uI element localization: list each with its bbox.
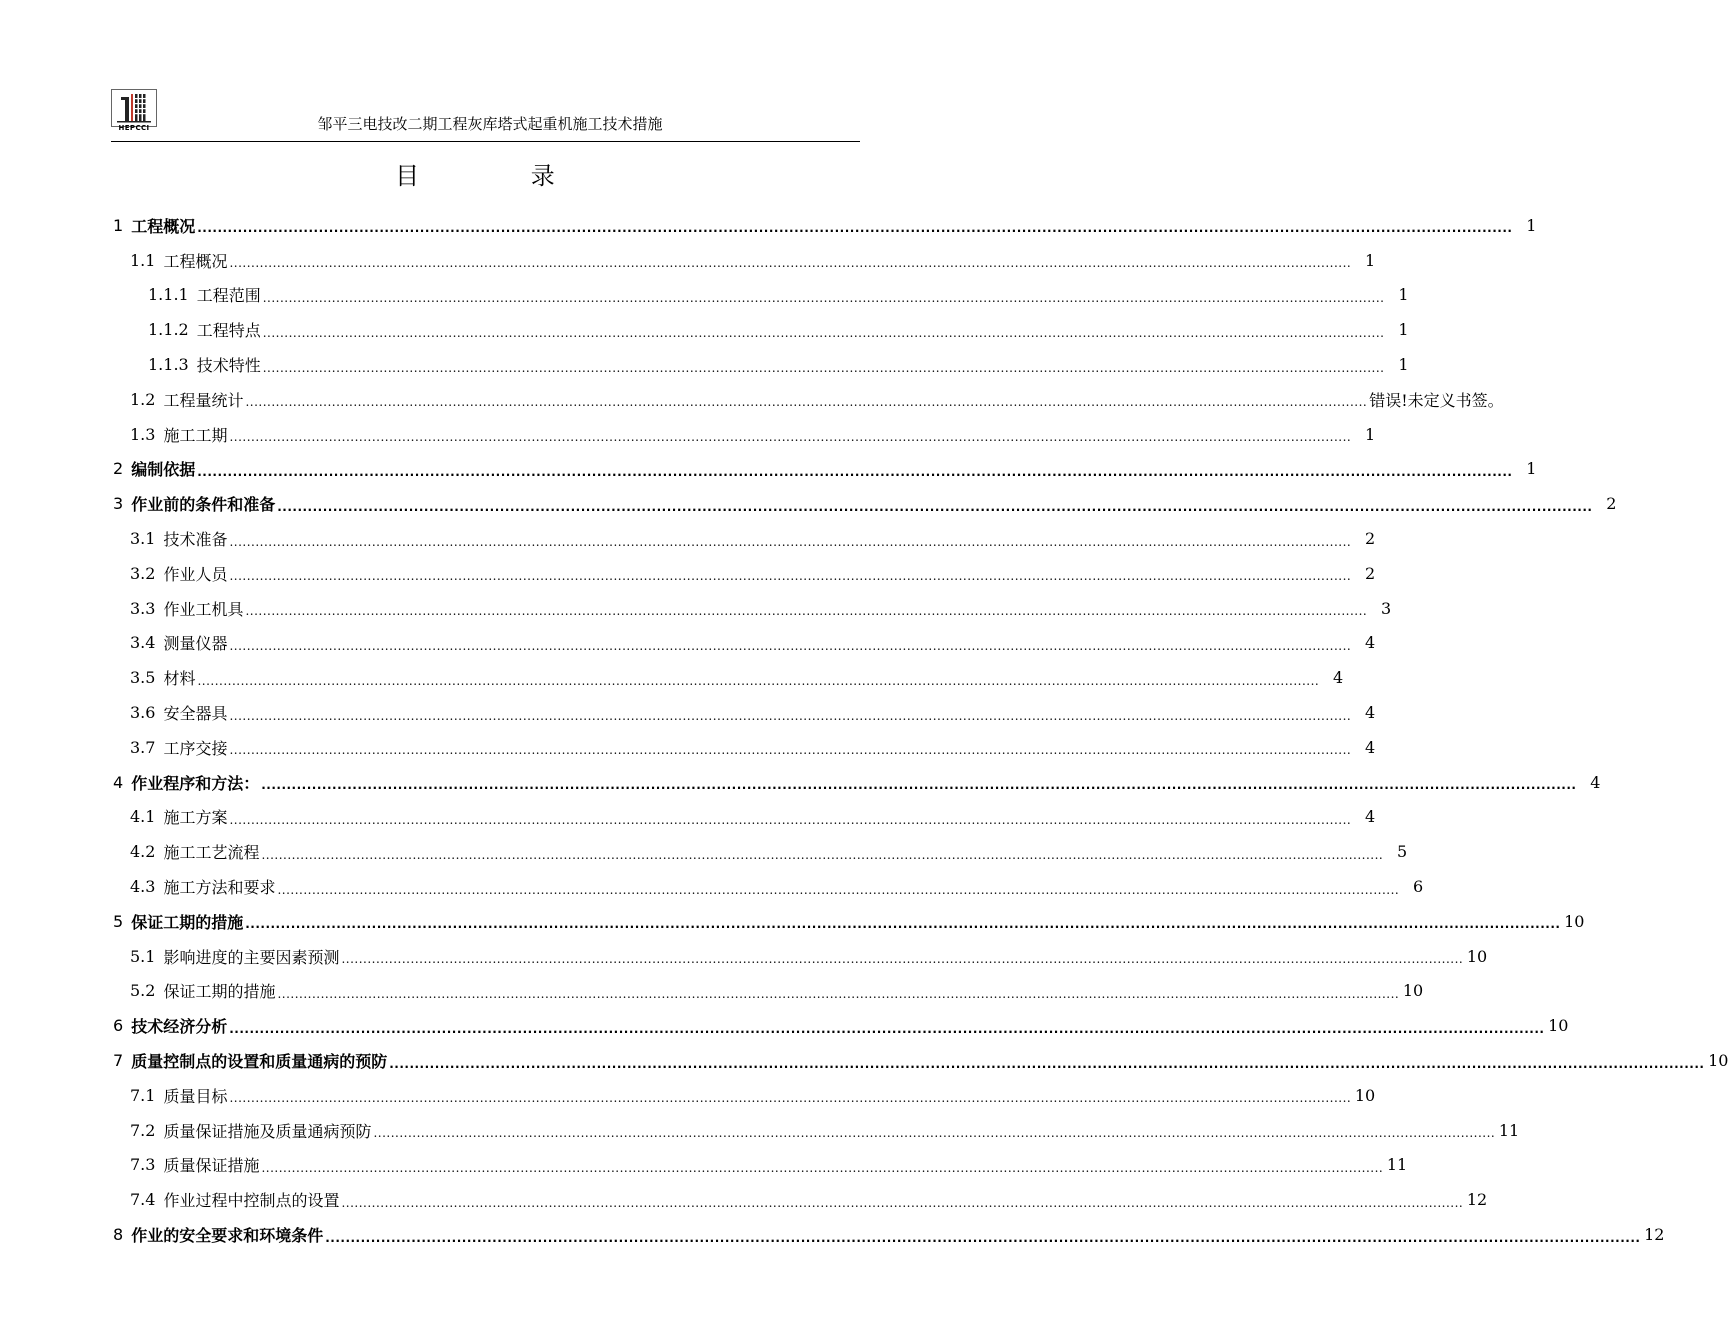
toc-dot-leader: .................................................................................................................................................................................................................................................................... [229,708,1352,723]
toc-entry-number: 1.1.2 [148,320,189,340]
toc-entry-number: 4.1 [130,807,156,827]
toc-dot-leader: .................................................................................................................................................................................................................................................................... [262,360,1385,375]
toc-entry[interactable] [148,278,1409,313]
toc-dot-leader: .................................................................................................................................................................................................................................................................... [245,917,1561,932]
toc-entry[interactable] [130,1182,1488,1217]
toc-entry-label: 保证工期的措施 [163,982,276,1002]
toc-entry-page: 2 [1606,494,1617,514]
toc-entry-label: 材料 [163,669,196,689]
toc-entry[interactable] [130,869,1424,904]
toc-entry-page: 10 [1548,1016,1569,1036]
toc-dot-leader: .................................................................................................................................................................................................................................................................... [197,673,1320,688]
toc-entry[interactable] [130,660,1344,695]
toc-dot-leader: .................................................................................................................................................................................................................................................................... [277,499,1593,514]
toc-entry-page: 4 [1365,737,1376,757]
toc-entry-number: 1.1.1 [148,285,189,305]
toc-entry-number: 7.2 [130,1120,156,1140]
toc-dot-leader: .................................................................................................................................................................................................................................................................... [261,847,1384,862]
toc-dot-leader: .................................................................................................................................................................................................................................................................... [229,569,1352,584]
toc-entry-page: 10 [1402,981,1424,1001]
toc-entry[interactable] [130,417,1376,452]
toc-entry-page: 10 [1564,911,1585,931]
toc-entry-label: 作业过程中控制点的设置 [163,1191,340,1211]
toc-entry-number: 1 [113,215,124,235]
toc-entry-page: 1 [1526,215,1537,235]
toc-entry[interactable] [130,382,1504,417]
toc-entry-page: 2 [1365,529,1376,549]
toc-entry-page: 12 [1466,1190,1488,1210]
toc-entry-label: 施工方案 [163,808,228,828]
toc-dot-leader: .................................................................................................................................................................................................................................................................... [261,778,1577,793]
toc-entry-label: 施工工艺流程 [163,843,260,863]
toc-entry-page: 4 [1365,703,1376,723]
toc-dot-leader: .................................................................................................................................................................................................................................................................... [245,395,1368,410]
toc-entry-page: 3 [1381,598,1392,618]
toc-entry[interactable] [113,1008,1569,1043]
toc-entry[interactable] [130,591,1392,626]
toc-dot-leader: .................................................................................................................................................................................................................................................................... [341,952,1464,967]
toc-entry-label: 工程范围 [196,286,261,306]
toc-entry-page: 4 [1590,772,1601,792]
toc-entry[interactable] [130,695,1376,730]
toc-dot-leader: .................................................................................................................................................................................................................................................................... [262,325,1385,340]
toc-entry-page: 1 [1526,459,1537,479]
toc-entry-number: 4 [113,772,124,792]
toc-entry-page: 5 [1397,842,1408,862]
logo-text: HEPCCI [118,124,150,132]
toc-entry-page: 4 [1365,633,1376,653]
toc-entry-page: 11 [1498,1120,1520,1140]
toc-entry-label: 编制依据 [131,460,196,480]
toc-entry-label: 质量控制点的设置和质量通病的预防 [131,1052,388,1072]
toc-entry-label: 测量仪器 [163,634,228,654]
toc-entry[interactable] [148,347,1409,382]
toc-entry[interactable] [130,243,1376,278]
toc-entry-label: 质量目标 [163,1086,228,1106]
toc-dot-leader: .................................................................................................................................................................................................................................................................... [262,290,1385,305]
toc-entry-page: 4 [1333,668,1344,688]
toc-entry[interactable] [130,556,1376,591]
toc-entry-number: 7 [113,1051,124,1071]
toc-entry-page: 2 [1365,563,1376,583]
toc-dot-leader: .................................................................................................................................................................................................................................................................... [197,464,1513,479]
toc-entry-label: 作业工机具 [163,599,244,619]
toc-entry-label: 影响进度的主要因素预测 [163,947,340,967]
toc-entry-label: 作业的安全要求和环境条件 [131,1226,324,1246]
company-logo-icon [111,89,157,127]
toc-entry-number: 5.1 [130,946,156,966]
toc-entry-number: 3.5 [130,668,156,688]
toc-entry-label: 安全器具 [163,704,228,724]
toc-entry-label: 作业人员 [163,564,228,584]
toc-dot-leader: .................................................................................................................................................................................................................................................................... [245,604,1368,619]
toc-entry[interactable] [130,521,1376,556]
header-title: 邹平三电技改二期工程灰库塔式起重机施工技术措施 [317,115,663,133]
toc-entry-label: 施工方法和要求 [163,878,276,898]
toc-entry-label: 作业程序和方法： [131,773,260,793]
toc-entry[interactable] [130,1148,1408,1183]
toc-entry-label: 工程概况 [163,251,228,271]
toc-dot-leader: .................................................................................................................................................................................................................................................................... [325,1230,1641,1245]
toc-entry[interactable] [113,1217,1665,1252]
toc-entry-label: 技术特性 [196,356,261,376]
toc-entry-page: 12 [1644,1225,1665,1245]
toc-entry[interactable] [130,800,1376,835]
toc-entry-label: 工程量统计 [163,390,244,410]
toc-entry-label: 技术准备 [163,530,228,550]
toc-dot-leader: .................................................................................................................................................................................................................................................................... [229,256,1352,271]
toc-dot-leader: .................................................................................................................................................................................................................................................................... [229,1021,1545,1036]
toc-entry-label: 施工工期 [163,425,228,445]
toc-entry[interactable] [130,626,1376,661]
toc-entry[interactable] [130,730,1376,765]
toc-entry-number: 2 [113,459,124,479]
toc-dot-leader: .................................................................................................................................................................................................................................................................... [197,221,1513,236]
toc-entry-number: 5 [113,911,124,931]
toc-entry-number: 3.4 [130,633,156,653]
toc-entry-number: 3 [113,494,124,514]
toc-entry[interactable] [130,1078,1376,1113]
toc-dot-leader: .................................................................................................................................................................................................................................................................... [373,1126,1496,1141]
toc-dot-leader: .................................................................................................................................................................................................................................................................... [229,430,1352,445]
toc-entry-number: 1.3 [130,424,156,444]
company-logo [111,89,157,135]
toc-entry-number: 7.1 [130,1085,156,1105]
toc-dot-leader: .................................................................................................................................................................................................................................................................... [229,1091,1352,1106]
toc-entry-label: 作业前的条件和准备 [131,495,276,515]
toc-entry[interactable] [130,974,1424,1009]
toc-dot-leader: .................................................................................................................................................................................................................................................................... [389,1056,1705,1071]
toc-entry[interactable] [130,1113,1520,1148]
toc-entry-page: 1 [1365,424,1376,444]
toc-entry[interactable] [113,765,1601,800]
toc-entry-page: 1 [1398,285,1409,305]
toc-dot-leader: .................................................................................................................................................................................................................................................................... [229,743,1352,758]
toc-entry-page: 1 [1398,355,1409,375]
toc-entry-label: 质量保证措施及质量通病预防 [163,1121,372,1141]
header-divider [111,141,860,142]
toc-entry-page: 4 [1365,807,1376,827]
toc-entry-label: 质量保证措施 [163,1156,260,1176]
toc-entry-number: 1.1.3 [148,355,189,375]
toc-entry-number: 4.2 [130,842,156,862]
toc-entry-label: 工序交接 [163,738,228,758]
toc-entry[interactable] [130,939,1488,974]
toc-entry[interactable] [113,904,1585,939]
toc-entry-number: 1.2 [130,389,156,409]
toc-entry-number: 7.4 [130,1190,156,1210]
toc-entry-number: 7.3 [130,1155,156,1175]
toc-entry[interactable] [148,312,1409,347]
toc-entry-page: 1 [1365,250,1376,270]
toc-entry-label: 工程概况 [131,216,196,236]
toc-entry-page: 11 [1386,1155,1408,1175]
toc-entry[interactable] [113,208,1537,243]
toc-dot-leader: .................................................................................................................................................................................................................................................................... [341,1195,1464,1210]
toc-entry-number: 3.6 [130,703,156,723]
toc-entry-number: 3.1 [130,529,156,549]
toc-dot-leader: .................................................................................................................................................................................................................................................................... [277,986,1400,1001]
toc-entry[interactable] [130,834,1408,869]
toc-entry-number: 8 [113,1225,124,1245]
toc-dot-leader: .................................................................................................................................................................................................................................................................... [229,534,1352,549]
toc-title: 目 录 [395,162,607,190]
toc-entry[interactable] [113,1043,1728,1078]
toc-entry-label: 技术经济分析 [131,1017,228,1037]
toc-entry-page: 10 [1466,946,1488,966]
toc-entry-number: 3.2 [130,563,156,583]
toc-entry[interactable] [113,452,1537,487]
toc-dot-leader: .................................................................................................................................................................................................................................................................... [261,1160,1384,1175]
toc-entry-label: 工程特点 [196,321,261,341]
toc-entry-page: 10 [1708,1051,1728,1071]
toc-entry-number: 4.3 [130,877,156,897]
toc-entry-number: 6 [113,1016,124,1036]
toc-entry-number: 3.3 [130,598,156,618]
toc-entry-page: 6 [1413,877,1424,897]
toc-dot-leader: .................................................................................................................................................................................................................................................................... [277,882,1400,897]
toc-entry-page: 1 [1398,320,1409,340]
toc-dot-leader: .................................................................................................................................................................................................................................................................... [229,812,1352,827]
toc-entry[interactable] [113,486,1617,521]
toc-entry-number: 1.1 [130,250,156,270]
toc-entry-page: 错误!未定义书签。 [1369,390,1504,410]
toc-entry-page: 10 [1354,1085,1376,1105]
toc-entry-label: 保证工期的措施 [131,912,244,932]
toc-dot-leader: .................................................................................................................................................................................................................................................................... [229,638,1352,653]
toc-entry-number: 3.7 [130,737,156,757]
toc-entry-number: 5.2 [130,981,156,1001]
